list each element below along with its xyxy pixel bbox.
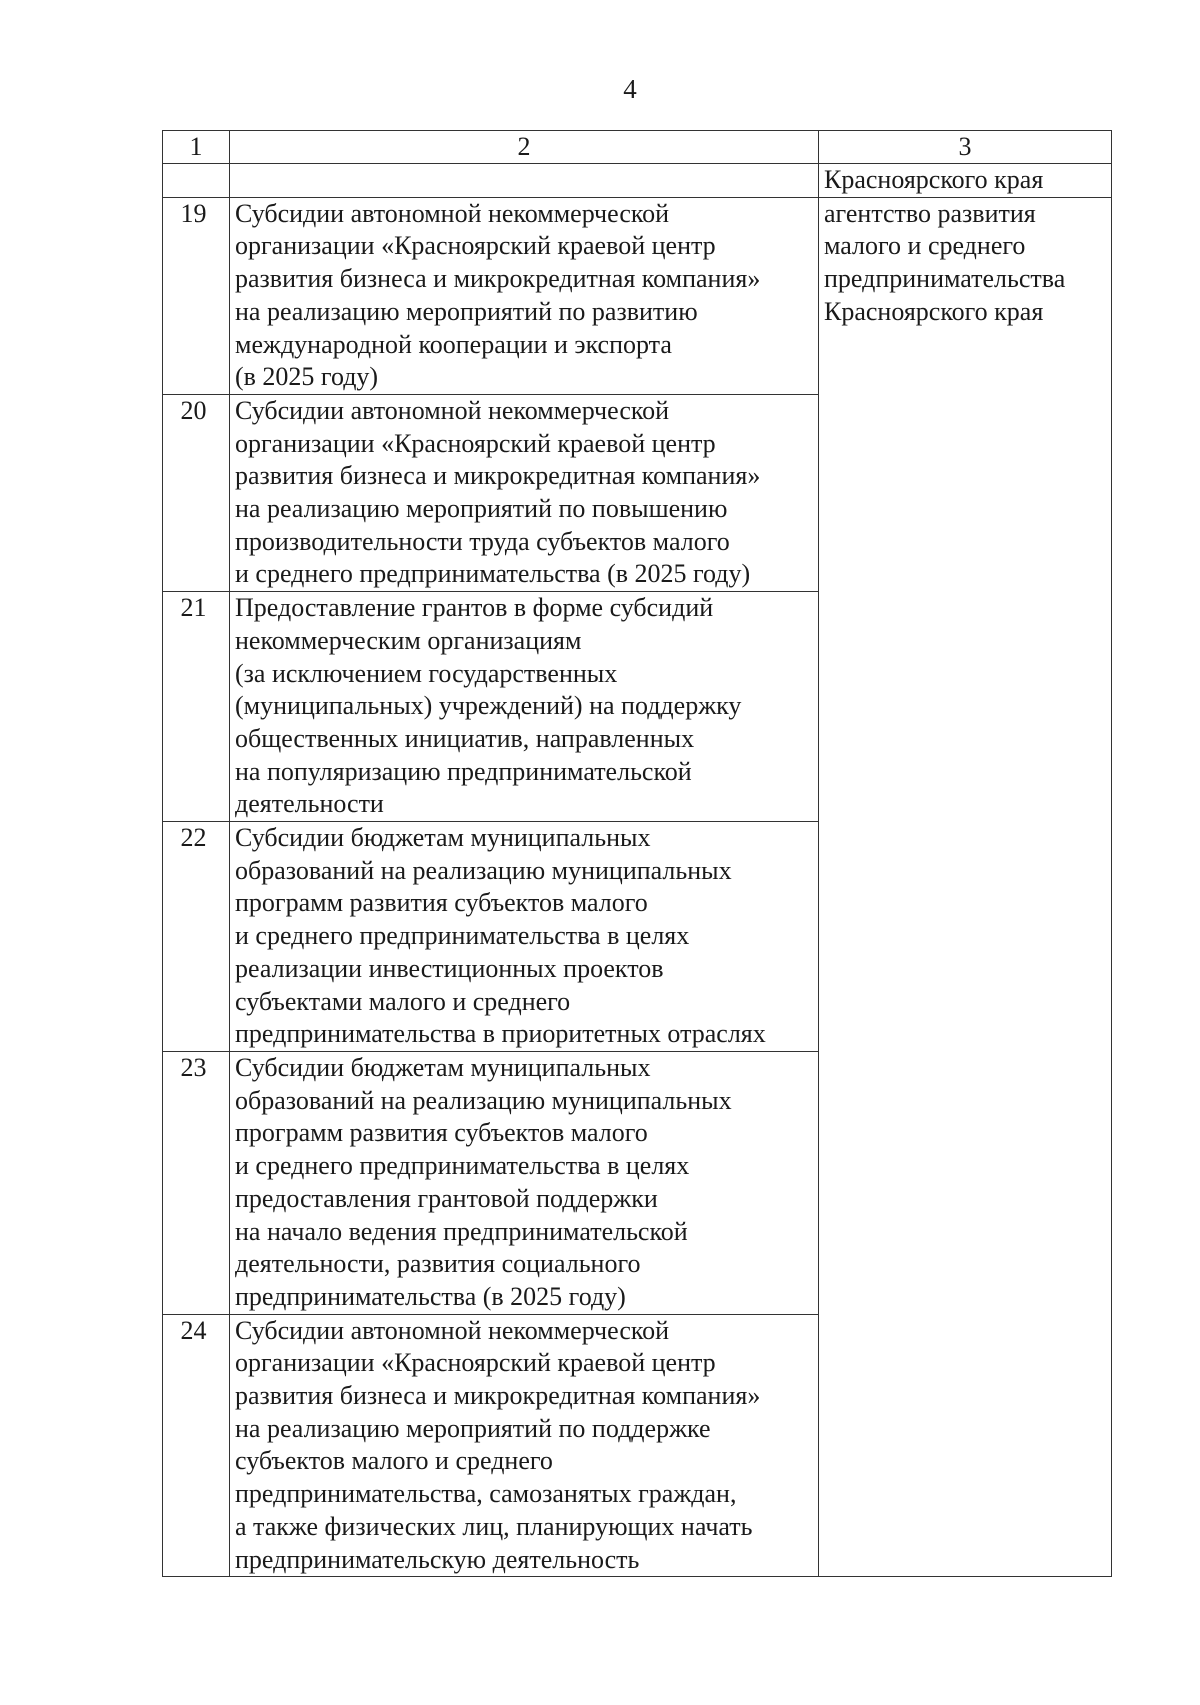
- measure-description: [230, 1051, 819, 1314]
- description-line: Субсидии бюджетам муниципальных: [235, 1052, 651, 1082]
- description-line: и среднего предпринимательства (в 2025 году): [235, 559, 751, 589]
- description-line: организации «Красноярский краевой центр: [235, 428, 716, 458]
- description-line: субъектов малого и среднего: [235, 1446, 553, 1476]
- description-line: и среднего предпринимательства в целях: [235, 1151, 690, 1181]
- description-line: (в 2025 году): [235, 362, 379, 392]
- row-number: 20: [163, 394, 230, 591]
- responsible-line: малого и среднего: [824, 231, 1026, 261]
- responsible-line: агентство развития: [824, 198, 1036, 228]
- description-line: Субсидии бюджетам муниципальных: [235, 823, 651, 853]
- description-line: предпринимательства, самозанятых граждан,: [235, 1479, 737, 1509]
- description-line: образований на реализацию муниципальных: [235, 1085, 732, 1115]
- description-line: международной кооперации и экспорта: [235, 329, 672, 359]
- table-header-row: [163, 131, 1112, 164]
- table-row: [163, 197, 1112, 394]
- row-number: 19: [163, 197, 230, 394]
- header-col-3: 3: [819, 131, 1112, 164]
- description-line: предпринимательства (в 2025 году): [235, 1281, 626, 1311]
- responsible-line: Красноярского края: [824, 296, 1044, 326]
- description-line: на реализацию мероприятий по повышению: [235, 494, 728, 524]
- header-col-2: 2: [230, 131, 819, 164]
- measure-description: [230, 197, 819, 394]
- responsible-line: предпринимательства: [824, 264, 1066, 294]
- measure-description: [230, 394, 819, 591]
- description-line: программ развития субъектов малого: [235, 888, 648, 918]
- description-line: и среднего предпринимательства в целях: [235, 921, 690, 951]
- description-line: Субсидии автономной некоммерческой: [235, 1315, 670, 1345]
- header-col-1: 1: [163, 131, 230, 164]
- description-line: деятельности: [235, 789, 384, 819]
- description-line: (муниципальных) учреждений) на поддержку: [235, 691, 742, 721]
- row-number: 23: [163, 1051, 230, 1314]
- continuation-text-cell: [230, 164, 819, 198]
- description-line: Субсидии автономной некоммерческой: [235, 395, 670, 425]
- description-line: на реализацию мероприятий по поддержке: [235, 1413, 711, 1443]
- description-line: организации «Красноярский краевой центр: [235, 1348, 716, 1378]
- description-line: на популяризацию предпринимательской: [235, 756, 692, 786]
- description-line: организации «Красноярский краевой центр: [235, 231, 716, 261]
- description-line: реализации инвестиционных проектов: [235, 953, 664, 983]
- description-line: субъектами малого и среднего: [235, 986, 571, 1016]
- description-line: (за исключением государственных: [235, 658, 618, 688]
- description-line: предоставления грантовой поддержки: [235, 1183, 658, 1213]
- continuation-num-cell: [163, 164, 230, 198]
- description-line: Субсидии автономной некоммерческой: [235, 198, 670, 228]
- page-number: 4: [623, 74, 637, 104]
- description-line: общественных инициатив, направленных: [235, 723, 695, 753]
- measures-table: [162, 130, 1112, 1577]
- description-line: развития бизнеса и микрокредитная компания»: [235, 264, 761, 294]
- description-line: на начало ведения предпринимательской: [235, 1216, 688, 1246]
- description-line: развития бизнеса и микрокредитная компания»: [235, 461, 761, 491]
- description-line: образований на реализацию муниципальных: [235, 855, 732, 885]
- description-line: развития бизнеса и микрокредитная компания»: [235, 1381, 761, 1411]
- description-line: а также физических лиц, планирующих начать: [235, 1511, 753, 1541]
- row-number: 24: [163, 1314, 230, 1577]
- continuation-row: [163, 164, 1112, 198]
- description-line: предпринимательства в приоритетных отраслях: [235, 1019, 766, 1049]
- row-number: 21: [163, 592, 230, 822]
- responsible-agency-cell: [819, 197, 1112, 1577]
- continuation-responsible-cell: Красноярского края: [819, 164, 1112, 198]
- description-line: Предоставление грантов в форме субсидий: [235, 593, 714, 623]
- description-line: некоммерческим организациям: [235, 625, 582, 655]
- description-line: производительности труда субъектов малого: [235, 526, 730, 556]
- description-line: программ развития субъектов малого: [235, 1118, 648, 1148]
- measure-description: [230, 592, 819, 822]
- row-number: 22: [163, 822, 230, 1052]
- description-line: предпринимательскую деятельность: [235, 1544, 640, 1574]
- description-line: деятельности, развития социального: [235, 1249, 641, 1279]
- measure-description: [230, 1314, 819, 1577]
- description-line: на реализацию мероприятий по развитию: [235, 296, 698, 326]
- measure-description: [230, 822, 819, 1052]
